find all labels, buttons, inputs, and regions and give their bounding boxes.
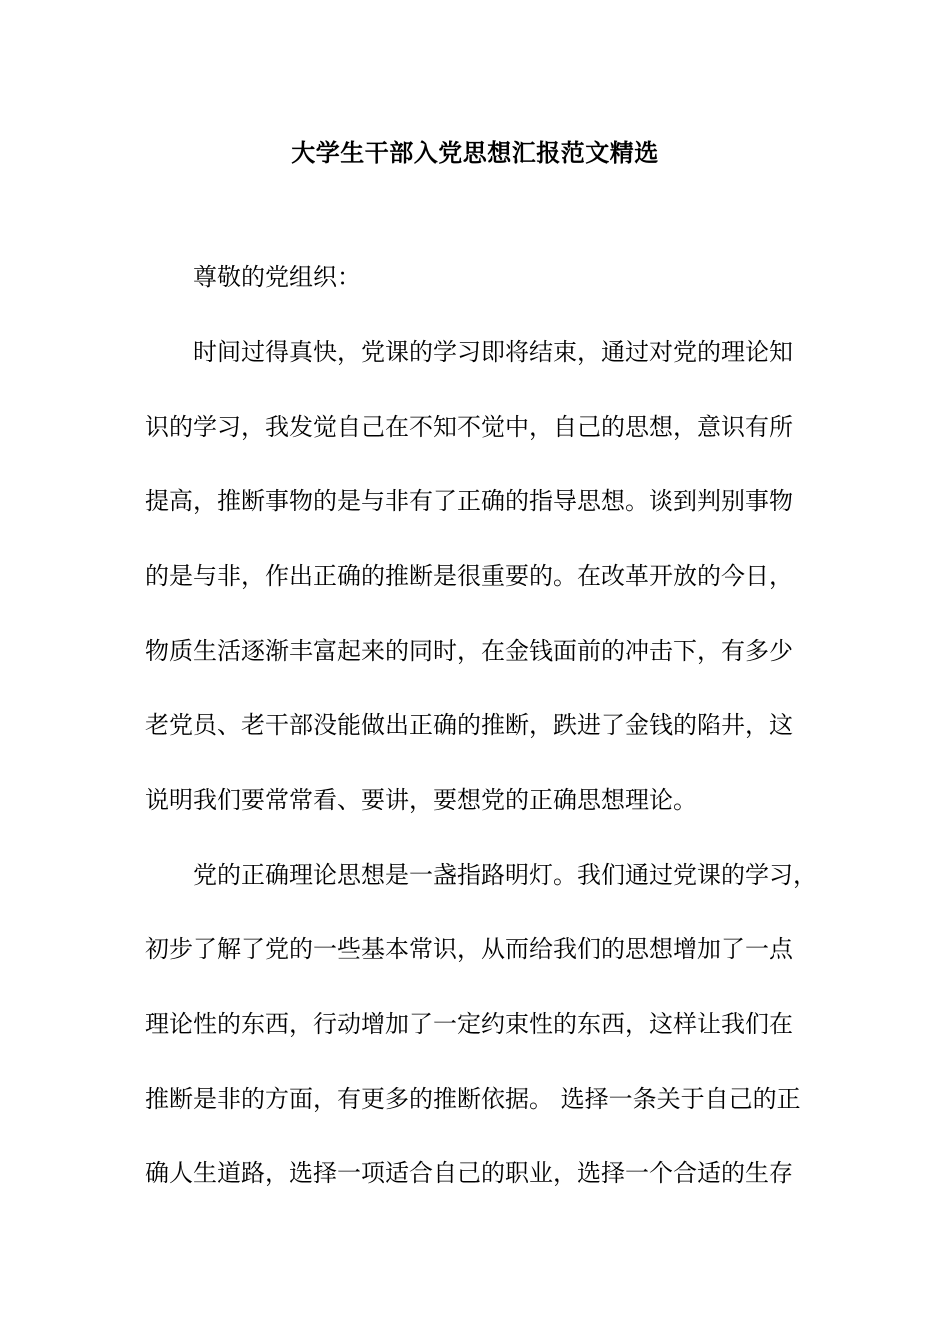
paragraph-line: 的是与非，作出正确的推断是很重要的。在改革开放的今日， — [145, 562, 793, 590]
paragraph-line: 时间过得真快，党课的学习即将结束，通过对党的理论知 — [193, 338, 793, 366]
paragraph-line: 初步了解了党的一些基本常识，从而给我们的思想增加了一点 — [145, 935, 793, 963]
paragraph-line: 识的学习，我发觉自己在不知不觉中，自己的思想，意识有所 — [145, 413, 793, 441]
paragraph-line: 物质生活逐渐丰富起来的同时，在金钱面前的冲击下，有多少 — [145, 637, 793, 665]
paragraph-line: 党的正确理论思想是一盏指路明灯。我们通过党课的学习， — [193, 861, 817, 889]
document-title: 大学生干部入党思想汇报范文精选 — [291, 138, 659, 167]
paragraph-line: 推断是非的方面，有更多的推断依据。 选择一条关于自己的正 — [145, 1085, 801, 1113]
paragraph-line: 提高，推断事物的是与非有了正确的指导思想。谈到判别事物 — [145, 487, 793, 515]
salutation: 尊敬的党组织： — [193, 263, 361, 291]
paragraph-line: 理论性的东西，行动增加了一定约束性的东西，这样让我们在 — [145, 1010, 793, 1038]
paragraph-line: 确人生道路，选择一项适合自己的职业，选择一个合适的生存 — [145, 1159, 793, 1187]
paragraph-line: 说明我们要常常看、要讲，要想党的正确思想理论。 — [145, 786, 697, 814]
paragraph-line: 老党员、老干部没能做出正确的推断，跌进了金钱的陷井，这 — [145, 711, 793, 739]
